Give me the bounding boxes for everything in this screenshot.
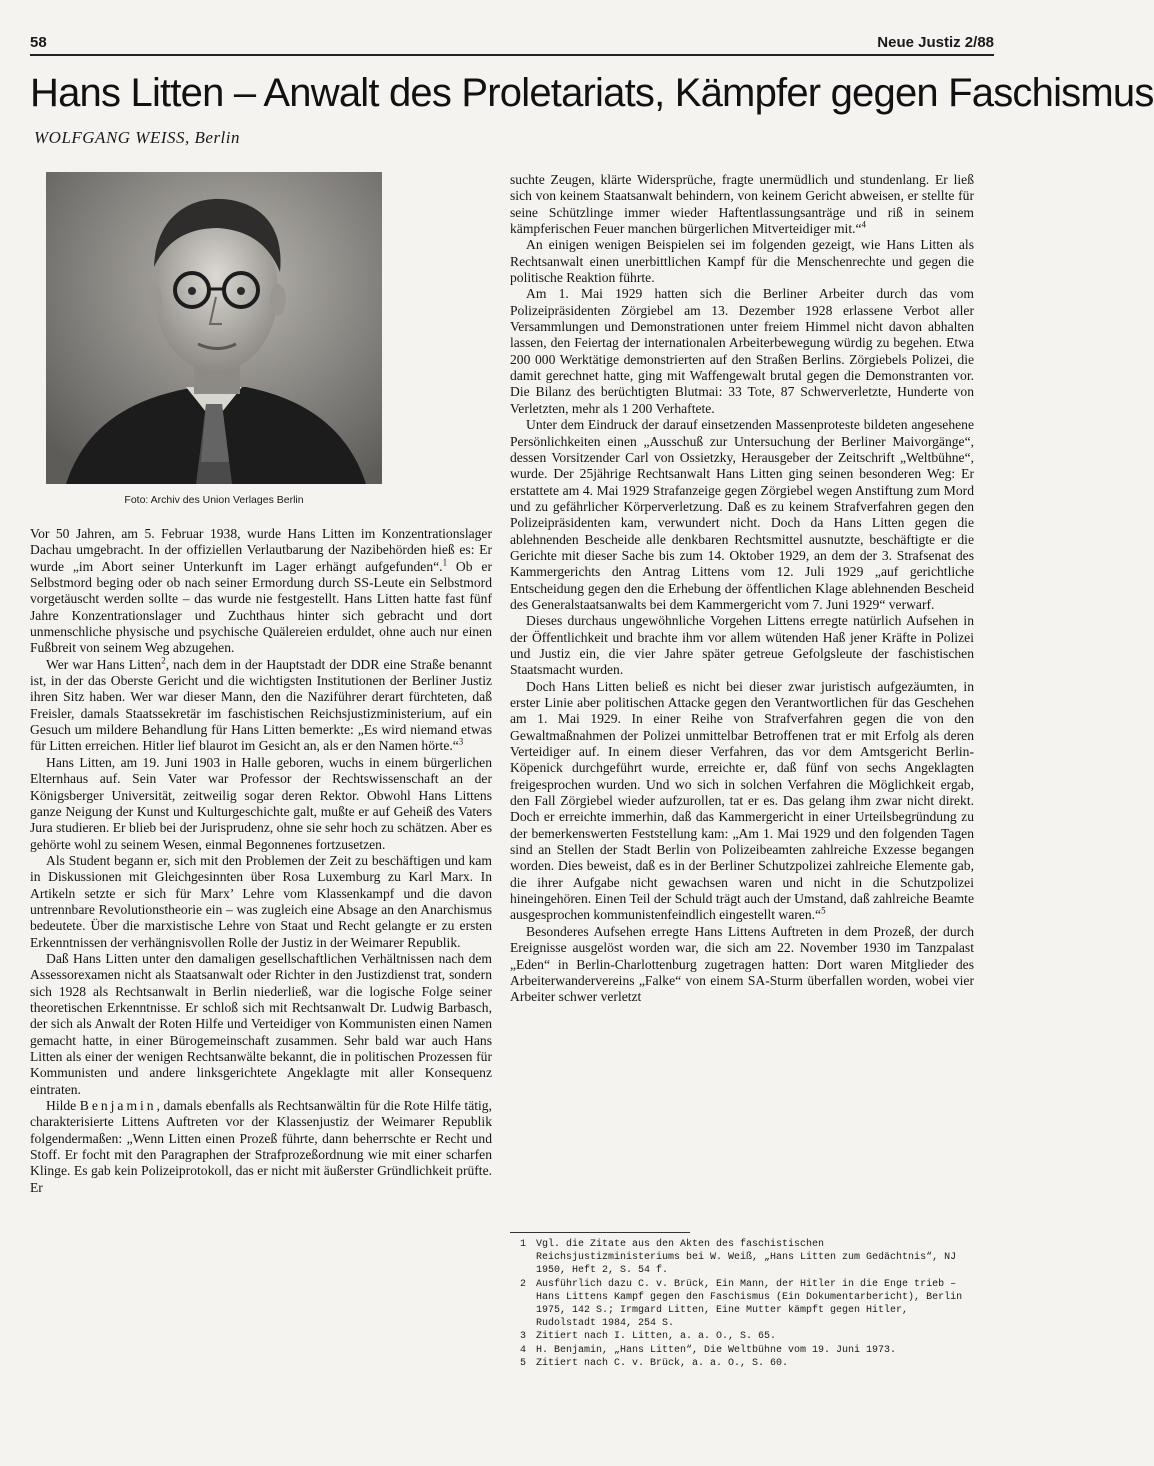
- footnote: 3 Zitiert nach I. Litten, a. a. O., S. 65.: [520, 1331, 777, 1343]
- journal-issue: Neue Justiz 2/88: [877, 34, 994, 51]
- photo-caption: Foto: Archiv des Union Verlages Berlin: [124, 494, 304, 506]
- paragraph: Dieses durchaus ungewöhnliche Vorgehen Littens erregte natürlich Aufsehen in der Öffentlichkeit und brachte ihm vor allem wütenden Haß jener Kräfte in Polizei und Justiz ein, die vier Jahre später getreue Gefolgsleute der faschistischen Staatsmacht wurden.: [510, 613, 974, 678]
- paragraph: Wer war Hans Litten$^2$, nach dem in der Hauptstadt der DDR eine Straße benannt ist, in der das Oberste Gericht und die wichtigsten Institutionen der Berliner Justiz ihren Sitz haben. Wer war dieser Mann, den die Naziführer derart fürchteten, daß Freisler, damals Staatssekretär im faschistischen Reichsjustizministerium, auf ein Gesuch um mildere Behandlung für Hans Litten bemerkte: „Es wird niemand etwas für Litten erreichen. Hitler lief blaurot im Gesicht an, als er den Namen hörte.“$^3$: [30, 655, 492, 754]
- footnote: 1 Vgl. die Zitate aus den Akten des faschistischen Reichsjustizministeriums bei W. Weiß, „Hans Litten zum Gedächtnis“, NJ 1950, Heft 2, S. 54 f.: [520, 1239, 957, 1277]
- paragraph: An einigen wenigen Beispielen sei im folgenden gezeigt, wie Hans Litten als Rechtsanwalt einen unerbittlichen Kampf für die Menschenrechte und gegen die politische Reaktion führte.: [510, 237, 974, 286]
- portrait-image: [46, 172, 382, 484]
- paragraph: Hans Litten, am 19. Juni 1903 in Halle geboren, wuchs in einem bürgerlichen Elternhaus auf. Sein Vater war Professor der Rechtswissenschaft an der Königsberger Universität, zeitweilig sogar deren Rektor. Obwohl Hans Littens ganze Neigung der Kunst und Kulturgeschichte galt, mußte er auf Geheiß des Vaters Jura studieren. Er blieb bei der Jurisprudenz, ohne sie sehr hoch zu schätzen. Aber es gehörte wohl zu seinem Wesen, einmal Begonnenes fortzusetzen.: [30, 754, 492, 852]
- paragraph: Daß Hans Litten unter den damaligen gesellschaftlichen Verhältnissen nach dem Assessorexamen nicht als Staatsanwalt oder Richter in den Justizdienst trat, sondern sich 1928 als Rechtsanwalt in Berlin niederließ, war die logische Folge seiner theoretischen Erkenntnisse. Er schloß sich mit Rechtsanwalt Dr. Ludwig Barbasch, der sich als Anwalt der Roten Hilfe und Verteidiger von Kommunisten einen Namen gemacht hatte, in einer Bürogemeinschaft zusammen. Sehr bald war auch Hans Litten als einer der wenigen Rechtsanwälte bekannt, die in politischen Prozessen für Kommunisten und andere linksgerichtete Angeklagte mit aller Konsequenz eintraten.: [30, 950, 492, 1097]
- paragraph: Am 1. Mai 1929 hatten sich die Berliner Arbeiter durch das vom Polizeipräsidenten Zörgiebel am 13. Dezember 1928 erlassene Verbot aller Versammlungen und Demonstrationen unter freiem Himmel nicht davon abhalten lassen, den Feiertag der internationalen Arbeiterbewegung würdig zu begehen. Etwa 200 000 Werktätige demonstrierten auf den Straßen Berlins. Zörgiebels Polizei, die damit gerechnet hatte, ging mit Waffengewalt brutal gegen die Demonstranten vor. Die Bilanz des berüchtigten Blutmai: 33 Tote, 87 Schwerverletzte, Hunderte von Verletzten, mehr als 1 200 Verhaftete.: [510, 286, 974, 416]
- footnote: 4 H. Benjamin, „Hans Litten“, Die Weltbühne vom 19. Juni 1973.: [520, 1344, 897, 1356]
- right-text-column: [510, 172, 974, 1226]
- footnotes: [510, 1238, 974, 1370]
- paragraph: Doch Hans Litten beließ es nicht bei dieser zwar juristisch aufgezäumten, in erster Linie aber politischen Attacke gegen den Verantwortlichen für das Geschehen am 1. Mai 1929. In einer Reihe von Strafverfahren gegen die von den Gewaltmaßnahmen der Polizei unmittelbar Betroffenen trat er mit Erfolg als deren Verteidiger auf. In einem dieser Verfahren, das vor dem Amtsgericht Berlin-Köpenick durchgeführt wurde, erreichte er, daß fünf von sechs Angeklagten freigesprochen wurden. Und wo sich in solchen Verfahren die Möglichkeit ergab, den Fall Zörgiebel wieder aufzurollen, tat er es. Das gelang ihm zwar nicht direkt. Doch er erreichte immerhin, daß das Kammergericht in einer Urteilsbegründung zu der bemerkenswerten Feststellung kam: „Am 1. Mai 1929 und den folgenden Tagen sind an Stellen der Stadt Berlin von Polizeibeamten zahlreiche Exzesse begangen worden. Dies beweist, daß es in der Berliner Schutzpolizei zahlreiche Elemente gab, die ihrer Aufgabe nicht gewachsen waren und nicht in die Schutzpolizei hineingehören. Einen Teil der Schuld trägt auch der Umstand, daß zahlreiche Beamte ausgesprochen kommunistenfeindlich eingestellt waren.“$^5$: [510, 678, 974, 923]
- left-text-column: [30, 526, 492, 1368]
- page-number: 58: [30, 34, 47, 51]
- article-title: Hans Litten – Anwalt des Proletariats, Kämpfer gegen Faschismus: [30, 71, 1154, 115]
- paragraph: Besonderes Aufsehen erregte Hans Littens Auftreten in dem Prozeß, der durch Ereignisse ausgelöst worden war, die sich am 22. November 1930 im Tanzpalast „Eden“ in Berlin-Charlottenburg zugetragen hatten: Dort waren Mitglieder des Arbeiterwandervereins „Falke“ von einem SA-Sturm überfallen worden, wobei vier Arbeiter schwer verletzt: [510, 923, 974, 1005]
- paragraph: Unter dem Eindruck der darauf einsetzenden Massenproteste bildeten angesehene Persönlichkeiten einen „Ausschuß zur Untersuchung der Berliner Maivorgänge“, dessen Vorsitzender Carl von Ossietzky, Herausgeber der Zeitschrift „Weltbühne“, wurde. Der 25jährige Rechtsanwalt Hans Litten ging seinen besonderen Weg: Er erstattete am 4. Mai 1929 Strafanzeige gegen Zörgiebel wegen Anstiftung zum Mord und zu gefährlicher Körperverletzung. Daß es zu keinem Strafverfahren gegen den Polizeipräsidenten kam, verwundert nicht. Doch da Hans Litten gegen die ablehnenden Bescheide alle denkbaren Rechtsmittel ausnutzte, beschäftigte er die Gerichte mit dieser Sache bis zum 14. Oktober 1929, an dem der 3. Strafsenat des Kammergerichts den Antrag Littens vom 12. Juli 1929 „auf gerichtliche Entscheidung gegen den die Erhebung der öffentlichen Klage ablehnenden Bescheid des Generalstaatsanwalts bei dem Kammergericht vom 7. Juni 1929“ verwarf.: [510, 417, 974, 612]
- article-author: WOLFGANG WEISS, Berlin: [34, 128, 241, 147]
- footnote: 2 Ausführlich dazu C. v. Brück, Ein Mann, der Hitler in die Enge trieb – Hans Littens Kampf gegen den Faschismus (Ein Dokumentarbericht), Berlin 1975, 142 S.; Irmgard Litten, Eine Mutter kämpft gegen Hitler, Rudolstadt 1984, 254 S.: [520, 1278, 963, 1330]
- portrait-photo: [46, 172, 382, 484]
- footnote: 5 Zitiert nach C. v. Brück, a. a. O., S. 60.: [520, 1357, 789, 1369]
- footnote-divider: [510, 1232, 690, 1233]
- page-header: [30, 30, 994, 56]
- paragraph: suchte Zeugen, klärte Widersprüche, fragte unermüdlich und stundenlang. Er ließ sich von keinem Staatsanwalt behindern, von keinem Gericht abweisen, er stellte für seine Schützlinge immer wieder Haftentlassungsanträge und riß in seinem kämpferischen Feuer manchen bürgerlichen Mitverteidiger mit.“$^4$: [510, 172, 974, 237]
- paragraph: Hilde Benjamin, damals ebenfalls als Rechtsanwältin für die Rote Hilfe tätig, charakterisierte Littens Auftreten vor der Klassenjustiz der Weimarer Republik folgendermaßen: „Wenn Litten einen Prozeß führte, dann beherrschte er Recht und Stoff. Er focht mit den Paragraphen der Strafprozeßordnung wie mit einer scharfen Klinge. Es gab kein Polizeiprotokoll, das er nicht mit äußerster Gründlichkeit prüfte. Er: [30, 1098, 492, 1195]
- paragraph: Vor 50 Jahren, am 5. Februar 1938, wurde Hans Litten im Konzentrationslager Dachau umgebracht. In der offiziellen Verlautbarung der Nazibehörden hieß es: Er wurde „im Abort seiner Unterkunft im Lager erhängt aufgefunden“.$^1$ Ob er Selbstmord beging oder ob nach seiner Ermordung durch SS-Leute ein Selbstmord vorgetäuscht werden sollte – das wurde nie festgestellt. Hans Litten hatte fast fünf Jahre Konzentrationslager und Zuchthaus hinter sich gebracht und dort unmenschliche physische und psychische Quälereien erduldet, ohne auch nur einen Fußbreit von seinem Weg abzugehen.: [30, 526, 492, 656]
- paragraph: Als Student begann er, sich mit den Problemen der Zeit zu beschäftigen und kam in Diskussionen mit Gleichgesinnten über Rosa Luxemburg zu Karl Marx. In Artikeln setzte er sich für Marx’ Lehre vom Klassenkampf und die davon untrennbare Revolutionstheorie ein – was zugleich eine Absage an den Anarchismus bedeutete. Über die marxistische Lehre von Staat und Recht gelangte er zu ersten Erkenntnissen der verhängnisvollen Rolle der Justiz in der Weimarer Republik.: [30, 852, 492, 950]
